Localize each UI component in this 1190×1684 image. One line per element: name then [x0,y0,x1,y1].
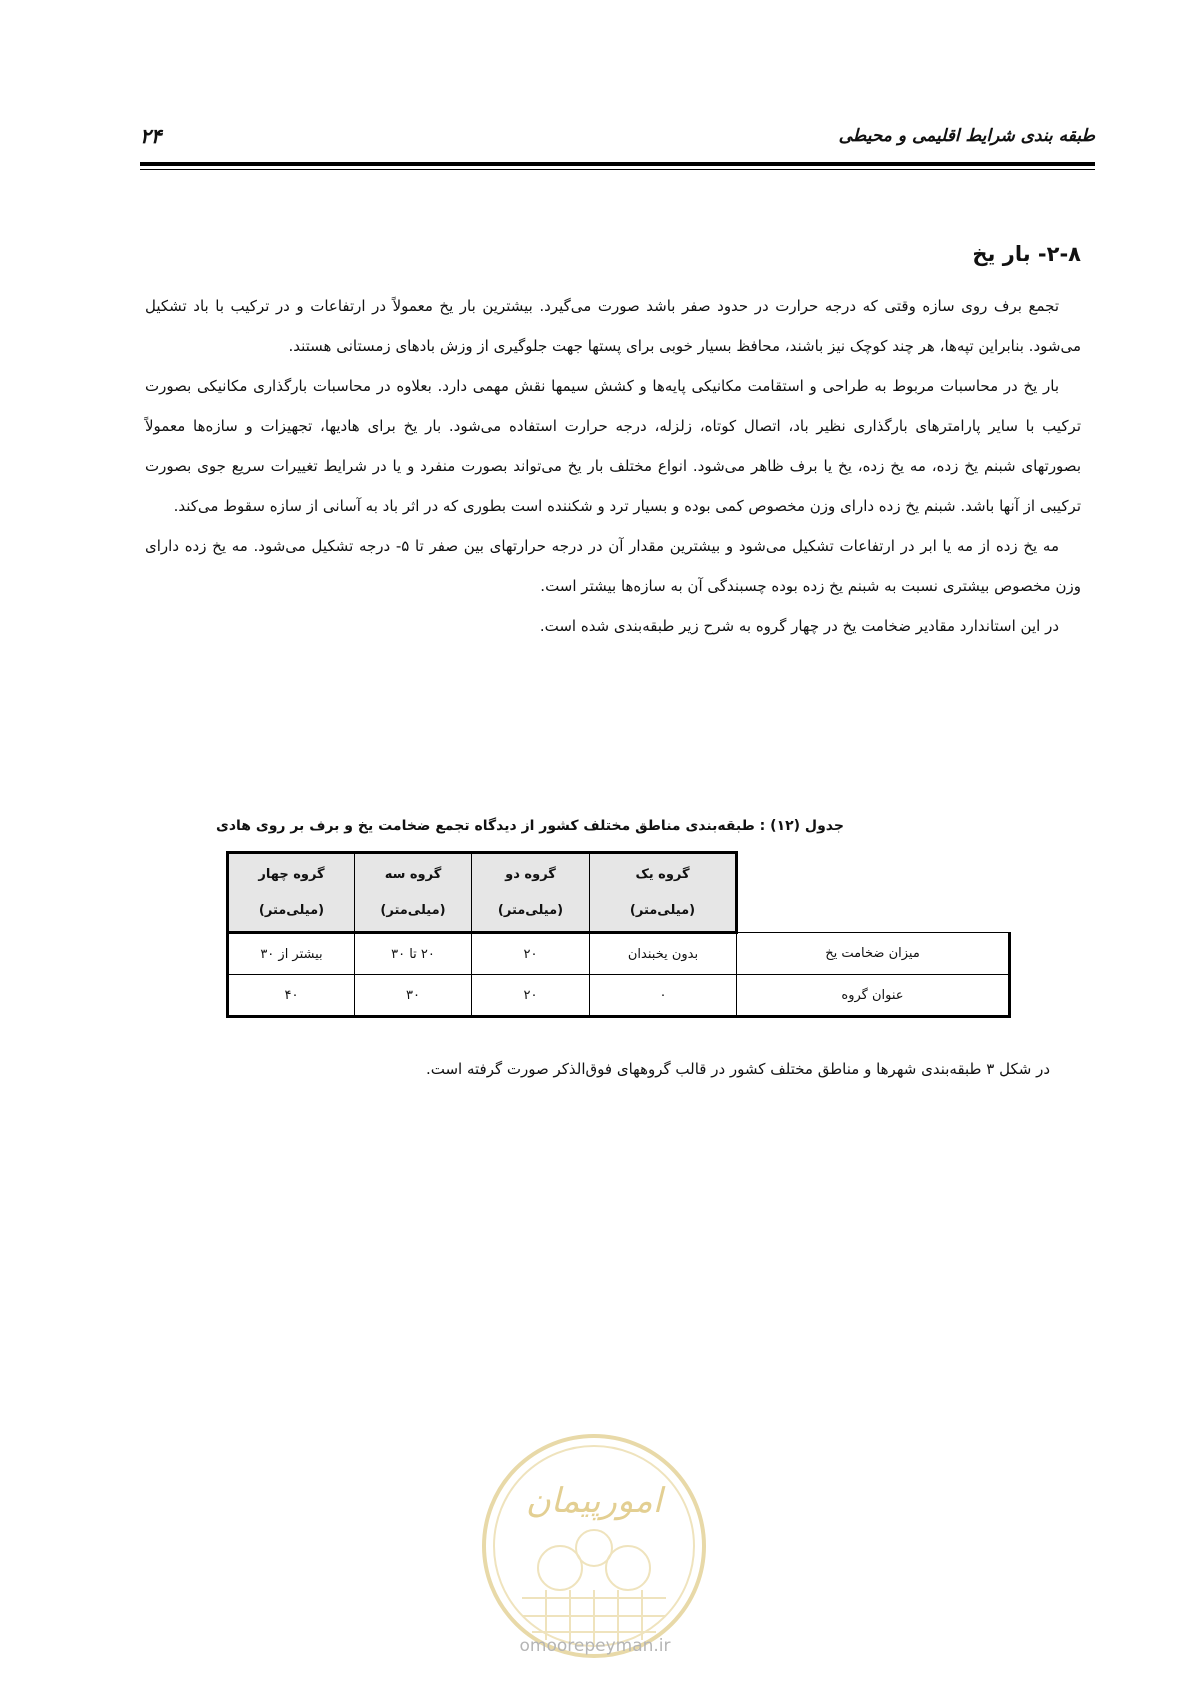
table-caption: جدول (۱۲) : طبقه‌بندی مناطق مختلف کشور از دیدگاه تجمع ضخامت یخ و برف بر روی هادی [216,818,844,834]
column-header-unit: (میلی‌متر) [258,902,325,918]
column-header-name: گروه یک [635,866,690,882]
column-header-unit: (میلی‌متر) [380,902,446,918]
table-cell: ۲۰ [472,975,590,1017]
table-cell: ۲۰ [472,933,590,975]
watermark-url: omoorepeyman.ir [519,1636,671,1656]
header-rule-thick [140,162,1095,166]
table-header-row [228,853,1010,933]
table-cell: بیشتر از ۳۰ [228,933,355,975]
paragraph-3: مه یخ زده از مه یا ابر در ارتفاعات تشکیل می‌شود و بیشترین مقدار آن در درجه حرارتهای بین صفر تا ۵- درجه تشکیل می‌شود. مه یخ زده دارای وزن مخصوص بیشتری نسبت به شبنم یخ زده بوده چسبندگی آن به سازه‌ها بیشتر است. [145,537,1081,595]
page-number: ۲۴ [140,124,162,148]
table-row [228,933,1010,975]
table-row [228,975,1010,1017]
column-header-name: گروه سه [384,866,442,882]
column-header-group-4 [228,853,355,933]
section-body [145,242,1081,646]
table-cell: ۰ [590,975,737,1017]
column-header-group-1 [590,853,737,933]
paragraph-2: بار یخ در محاسبات مربوط به طراحی و استقامت مکانیکی پایه‌ها و کشش سیمها نقش مهمی دارد. بعلاوه در محاسبات بارگذاری مکانیکی بصورت ترکیب با سایر پارامترهای بارگذاری نظیر باد، اتصال کوتاه، زلزله، درجه حرارت استفاده می‌شود. بار یخ برای هادیها، تجهیزات و سازه‌ها معمولاً بصورتهای شبنم یخ زده، مه یخ زده، یخ یا برف ظاهر می‌شود. انواع مختلف بار یخ می‌تواند بصورت منفرد و یا در شرایط تغییرات سریع جوی بصورت ترکیبی از آنها باشد. شبنم یخ زده دارای وزن مخصوص کمی بوده و بسیار ترد و شکننده است بطوری که در اثر باد به آسانی از سازه سقوط می‌کند. [145,377,1081,515]
figure-reference-paragraph: در شکل ۳ طبقه‌بندی شهرها و مناطق مختلف کشور در قالب گروههای فوق‌الذکر صورت گرفته است. [425,1060,1050,1078]
header-title: طبقه بندی شرایط اقلیمی و محیطی [838,126,1095,146]
header-rule-thin [140,169,1095,170]
table-cell: بدون یخبندان [590,933,737,975]
table-cell: ۴۰ [228,975,355,1017]
table-corner-cell [737,853,1010,933]
section-heading: ۲-۸- بار یخ [972,242,1081,266]
running-header [140,126,1095,160]
paragraph-4: در این استاندارد مقادیر ضخامت یخ در چهار گروه به شرح زیر طبقه‌بندی شده است. [539,617,1059,635]
paragraph-1: تجمع برف روی سازه وقتی که درجه حرارت در حدود صفر باشد صورت می‌گیرد. بیشترین بار یخ معمولاً در ارتفاعات و در ترکیب با باد تشکیل می‌شود. بنابراین تپه‌ها، هر چند کوچک نیز باشند، محافظ بسیار خوبی برای پستها جهت جلوگیری از وزش بادهای زمستانی هستند. [145,297,1081,355]
column-header-group-2 [472,853,590,933]
svg-text:امورپیمان: امورپیمان [525,1481,663,1521]
watermark-seal-icon [478,1430,710,1662]
column-header-unit: (میلی‌متر) [497,902,564,918]
ice-thickness-table [226,851,1011,1018]
column-header-name: گروه چهار [258,866,325,882]
column-header-group-3 [355,853,472,933]
column-header-unit: (میلی‌متر) [629,902,696,918]
table-cell: ۳۰ [355,975,472,1017]
table-cell: ۲۰ تا ۳۰ [355,933,472,975]
column-header-name: گروه دو [505,866,556,882]
row-label: عنوان گروه [737,975,1010,1017]
row-label: میزان ضخامت یخ [737,933,1010,975]
